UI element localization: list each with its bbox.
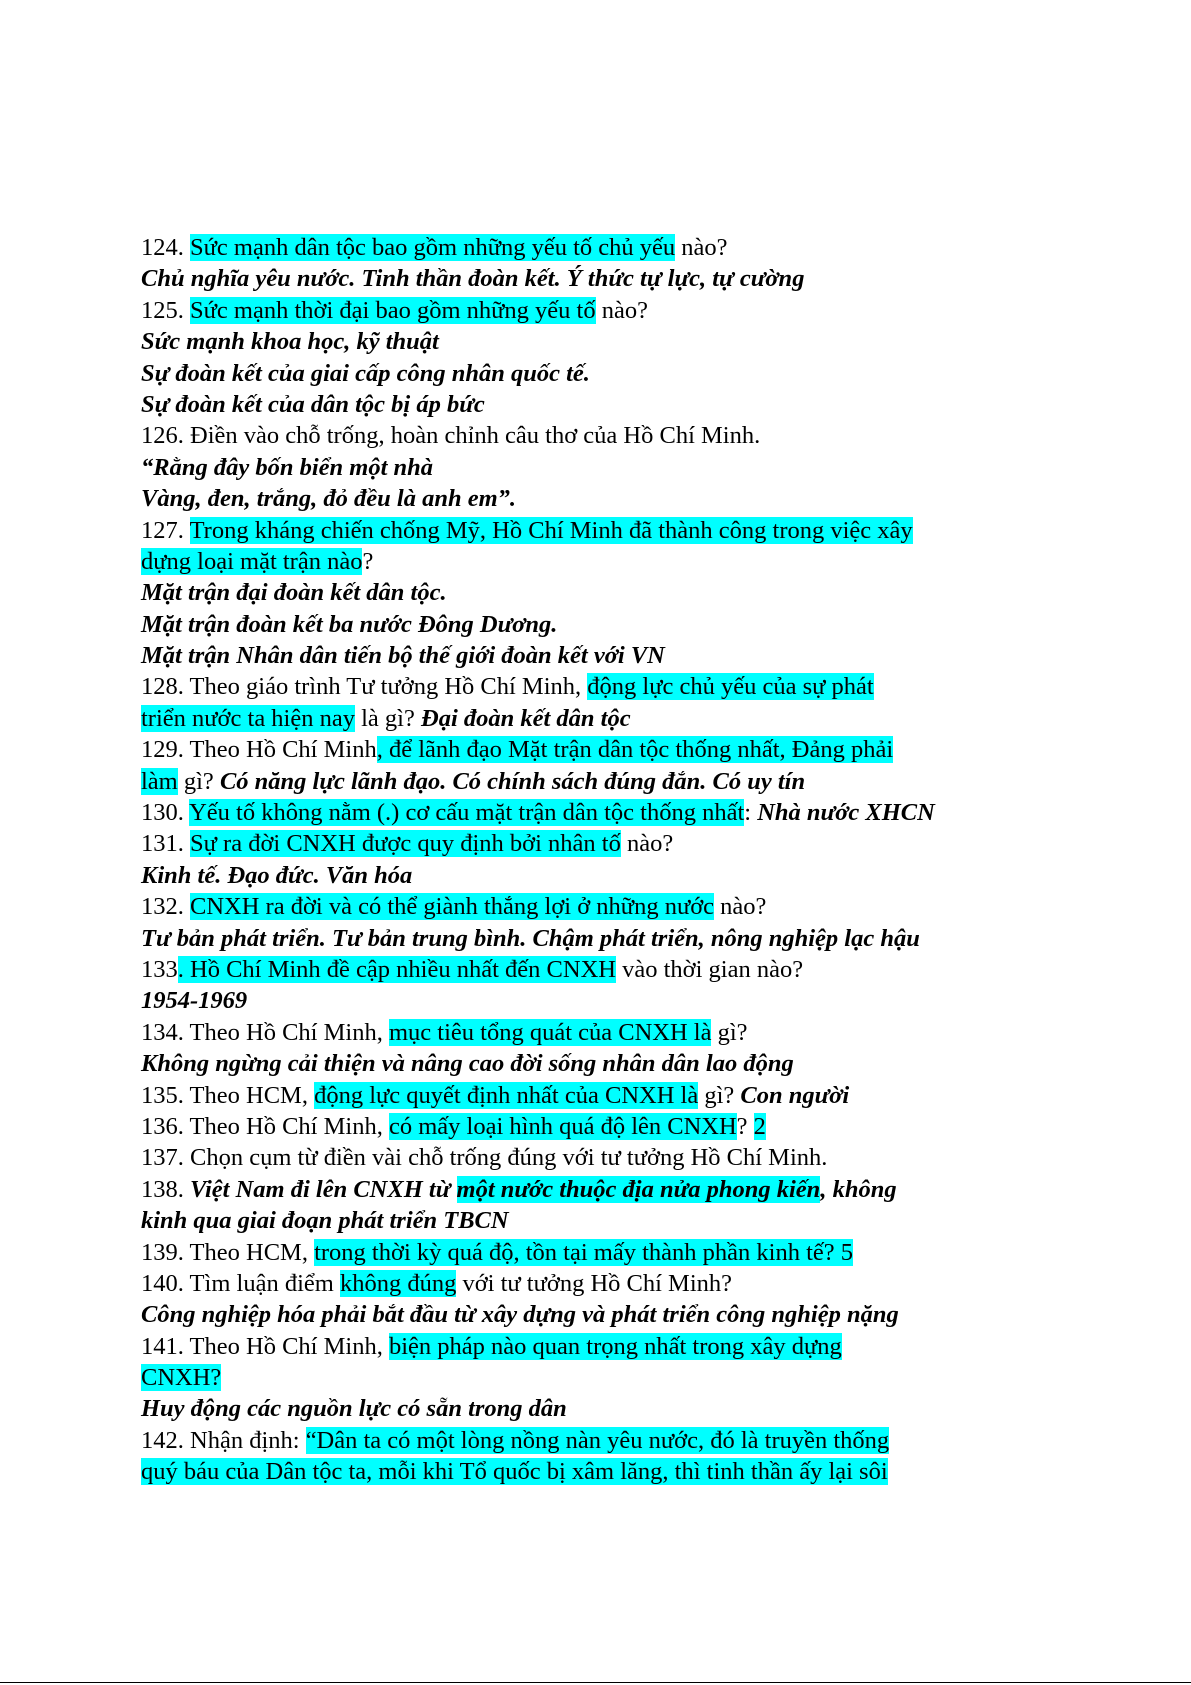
text-line	[141, 358, 1161, 389]
highlighted-text: 2	[753, 1112, 766, 1140]
text-line	[141, 452, 1161, 483]
answer-text: Con người	[740, 1081, 850, 1109]
question-text: nào?	[595, 296, 648, 324]
answer-text: Huy động các nguồn lực có sẵn trong dân	[141, 1395, 567, 1423]
answer-text: , không	[820, 1175, 897, 1203]
answer-text: Kinh tế. Đạo đức. Văn hóa	[141, 861, 413, 889]
text-line	[141, 640, 1161, 671]
question-text: 136. Theo Hồ Chí Minh,	[141, 1112, 389, 1140]
answer-text: 1954-1969	[141, 987, 248, 1015]
text-line	[141, 1205, 1161, 1236]
text-line	[141, 671, 1161, 702]
answer-text: “Rằng đây bốn biển một nhà	[141, 453, 434, 481]
highlighted-text: Trong kháng chiến chống Mỹ, Hồ Chí Minh đã thành công trong việc xây	[189, 516, 913, 544]
question-text: 135. Theo HCM,	[141, 1081, 315, 1109]
text-line	[141, 828, 1161, 859]
answer-text: Mặt trận Nhân dân tiến bộ thế giới đoàn kết với VN	[141, 642, 665, 670]
highlighted-text: CNXH?	[141, 1364, 222, 1392]
highlighted-text: Yếu tố không nằm (.) cơ cấu mặt trận dân tộc thống nhất	[189, 799, 745, 827]
text-line	[141, 766, 1161, 797]
text-line	[141, 483, 1161, 514]
text-line	[141, 1142, 1161, 1173]
text-line	[141, 734, 1161, 765]
highlighted-text: “Dân ta có một lòng nồng nàn yêu nước, đó là truyền thống	[305, 1426, 890, 1454]
text-line	[141, 1111, 1161, 1142]
question-text: 138.	[141, 1175, 190, 1203]
answer-text: Vàng, đen, trắng, đỏ đều là anh em”.	[141, 485, 517, 513]
document-page	[141, 232, 1161, 1488]
answer-text: Đại đoàn kết dân tộc	[421, 704, 631, 732]
highlighted-text: động lực chủ yếu của sự phát	[587, 673, 874, 701]
text-line	[141, 1331, 1161, 1362]
text-line	[141, 954, 1161, 985]
answer-text: Mặt trận đại đoàn kết dân tộc.	[141, 579, 447, 607]
highlighted-text: mục tiêu tổng quát của CNXH là	[388, 1018, 712, 1046]
text-line	[141, 1425, 1161, 1456]
answer-text: Chủ nghĩa yêu nước. Tinh thần đoàn kết. Ý thức tự lực, tự cường	[141, 265, 805, 293]
question-text: với tư tưởng Hồ Chí Minh?	[456, 1269, 733, 1297]
question-text: 139. Theo HCM,	[141, 1238, 315, 1266]
question-text: 130.	[141, 799, 190, 827]
question-text: 142. Nhận định:	[141, 1426, 306, 1454]
question-text: 126. Điền vào chỗ trống, hoàn chỉnh câu thơ của Hồ Chí Minh.	[141, 422, 761, 450]
question-text: 132.	[141, 893, 190, 921]
question-text: 131.	[141, 830, 190, 858]
highlighted-text: triển nước ta hiện nay	[141, 704, 355, 732]
question-text: 137. Chọn cụm từ điền vài chỗ trống đúng với tư tưởng Hồ Chí Minh.	[141, 1144, 828, 1172]
text-line	[141, 326, 1161, 357]
text-line	[141, 420, 1161, 451]
question-text: nào?	[675, 234, 728, 261]
question-text: 124.	[141, 234, 190, 261]
answer-text: Nhà nước XHCN	[757, 799, 935, 827]
answer-text: kinh qua giai đoạn phát triển TBCN	[141, 1207, 509, 1235]
text-line	[141, 609, 1161, 640]
question-text: 141. Theo Hồ Chí Minh,	[141, 1332, 389, 1360]
text-line	[141, 703, 1161, 734]
highlighted-text: Sức mạnh dân tộc bao gồm những yếu tố chủ yếu	[190, 234, 676, 261]
question-text: 125.	[141, 296, 190, 324]
question-text: nào?	[620, 830, 674, 858]
highlighted-text: quý báu của Dân tộc ta, mỗi khi Tổ quốc bị xâm lăng, thì tinh thần ấy lại sôi	[141, 1458, 888, 1486]
question-text: 128. Theo giáo trình Tư tưởng Hồ Chí Minh,	[141, 673, 588, 701]
answer-text: Tư bản phát triển. Tư bản trung bình. Chậm phát triển, nông nghiệp lạc hậu	[141, 924, 920, 952]
text-line	[141, 1362, 1161, 1393]
text-line	[141, 577, 1161, 608]
question-text: :	[744, 799, 758, 827]
text-line	[141, 1456, 1161, 1487]
text-line	[141, 1268, 1161, 1299]
answer-text: Sự đoàn kết của dân tộc bị áp bức	[141, 390, 485, 418]
text-line	[141, 860, 1161, 891]
text-line	[141, 1048, 1161, 1079]
text-line	[141, 389, 1161, 420]
text-line	[141, 1017, 1161, 1048]
question-text: là gì?	[355, 704, 421, 732]
highlighted-text: động lực quyết định nhất của CNXH là	[314, 1081, 699, 1109]
answer-text: Sức mạnh khoa học, kỹ thuật	[141, 328, 439, 356]
text-line	[141, 1393, 1161, 1424]
highlighted-text: không đúng	[339, 1269, 457, 1297]
question-text: ?	[736, 1112, 754, 1140]
text-line	[141, 1237, 1161, 1268]
text-line	[141, 515, 1161, 546]
text-line	[141, 1299, 1161, 1330]
question-text: 140. Tìm luận điểm	[141, 1269, 340, 1297]
text-line	[141, 1080, 1161, 1111]
question-text: ?	[362, 547, 374, 575]
highlighted-text: làm	[141, 767, 178, 795]
page-bottom-rule	[0, 1682, 1191, 1683]
question-text: 129. Theo Hồ Chí Minh	[141, 736, 377, 764]
question-text: gì?	[698, 1081, 741, 1109]
question-text: gì?	[177, 767, 220, 795]
answer-text: Việt Nam đi lên CNXH từ	[190, 1175, 457, 1203]
text-line	[141, 232, 1161, 263]
text-line	[141, 546, 1161, 577]
highlighted-text: biện pháp nào quan trọng nhất trong xây dựng	[388, 1332, 842, 1360]
highlighted-text: CNXH ra đời và có thể giành thắng lợi ở những nước	[190, 893, 715, 921]
text-line	[141, 295, 1161, 326]
highlighted-text: Sự ra đời CNXH được quy định bởi nhân tố	[190, 830, 621, 858]
text-line	[141, 923, 1161, 954]
answer-text: Sự đoàn kết của giai cấp công nhân quốc tế.	[141, 359, 590, 387]
text-line	[141, 985, 1161, 1016]
question-text: 127.	[141, 516, 190, 544]
answer-text: Mặt trận đoàn kết ba nước Đông Dương.	[141, 610, 558, 638]
answer-text: Có năng lực lãnh đạo. Có chính sách đúng đắn. Có uy tín	[219, 767, 806, 795]
highlighted-text: , để lãnh đạo Mặt trận dân tộc thống nhất, Đảng phải	[376, 736, 894, 764]
highlighted-text: một nước thuộc địa nửa phong kiến	[456, 1175, 821, 1203]
question-text: vào thời gian nào?	[615, 955, 804, 983]
question-text: gì?	[711, 1018, 748, 1046]
highlighted-text: dựng loại mặt trận nào	[141, 547, 363, 575]
question-text: nào?	[714, 893, 767, 921]
answer-text: Không ngừng cải thiện và nâng cao đời sống nhân dân lao động	[141, 1050, 794, 1078]
text-line	[141, 263, 1161, 294]
question-text: 134. Theo Hồ Chí Minh,	[141, 1018, 389, 1046]
text-line	[141, 891, 1161, 922]
highlighted-text: có mấy loại hình quá độ lên CNXH	[388, 1112, 737, 1140]
highlighted-text: Sức mạnh thời đại bao gồm những yếu tố	[190, 296, 596, 324]
question-text: 133	[141, 955, 178, 983]
highlighted-text: . Hồ Chí Minh đề cập nhiều nhất đến CNXH	[177, 955, 616, 983]
text-line	[141, 797, 1161, 828]
highlighted-text: trong thời kỳ quá độ, tồn tại mấy thành phần kinh tế? 5	[314, 1238, 854, 1266]
answer-text: Công nghiệp hóa phải bắt đầu từ xây dựng và phát triển công nghiệp nặng	[141, 1301, 899, 1329]
text-line	[141, 1174, 1161, 1205]
